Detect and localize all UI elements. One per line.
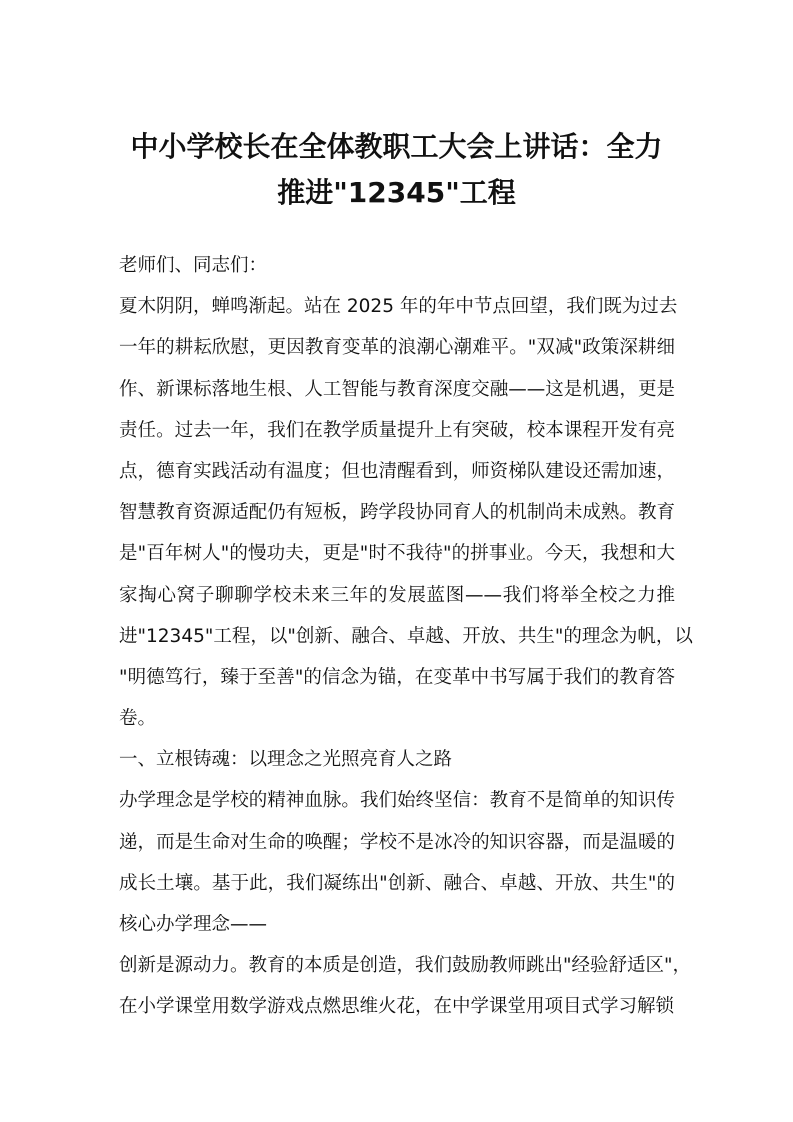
text-line: 老师们、同志们： [119,255,268,276]
paragraph [119,780,675,945]
text-line: 家掏心窝子聊聊学校未来三年的发展蓝图——我们将举全校之力推 [119,584,675,606]
text-line: 创新是源动力。教育的本质是创造，我们鼓励教师跳出"经验舒适区"， [119,955,692,977]
text-line: 一年的耕耘欣慰，更因教育变革的浪潮心潮难平。"双减"政策深耕细 [119,337,675,359]
text-line: 卷。 [119,708,157,730]
text-line: 点，德育实践活动有温度；但也清醒看到，师资梯队建设还需加速， [119,460,675,482]
text-line: 办学理念是学校的精神血脉。我们始终坚信：教育不是简单的知识传 [119,790,675,812]
text-line: 责任。过去一年，我们在教学质量提升上有突破，校本课程开发有亮 [119,419,675,441]
text-line: 是"百年树人"的慢功夫，更是"时不我待"的拼事业。今天，我想和大 [119,543,675,565]
text-line: 核心办学理念—— [119,914,268,935]
paragraph [119,945,692,1027]
paragraph [119,245,675,286]
section-heading [119,739,675,780]
text-line: 成长土壤。基于此，我们凝练出"创新、融合、卓越、开放、共生"的 [119,872,675,894]
document-body [119,245,693,1028]
text-line: 夏木阴阴，蝉鸣渐起。站在 2025 年的年中节点回望，我们既为过去 [119,296,678,318]
paragraph [119,286,693,739]
text-line: "明德笃行，臻于至善"的信念为锚，在变革中书写属于我们的教育答 [119,666,675,688]
text-line: 进"12345"工程，以"创新、融合、卓越、开放、共生"的理念为帆，以 [119,625,693,647]
title-line: 中小学校长在全体教职工大会上讲话：全力 [130,130,663,163]
text-line: 作、新课标落地生根、人工智能与教育深度交融——这是机遇，更是 [119,378,675,400]
title-line: 推进"12345"工程 [277,176,516,209]
text-line: 智慧教育资源适配仍有短板，跨学段协同育人的机制尚未成熟。教育 [119,502,675,524]
text-line: 在小学课堂用数学游戏点燃思维火花，在中学课堂用项目式学习解锁 [119,996,675,1018]
document-title [100,124,693,216]
text-line: 递，而是生命对生命的唤醒；学校不是冰冷的知识容器，而是温暖的 [119,831,675,853]
text-line: 一、立根铸魂：以理念之光照亮育人之路 [119,749,453,771]
